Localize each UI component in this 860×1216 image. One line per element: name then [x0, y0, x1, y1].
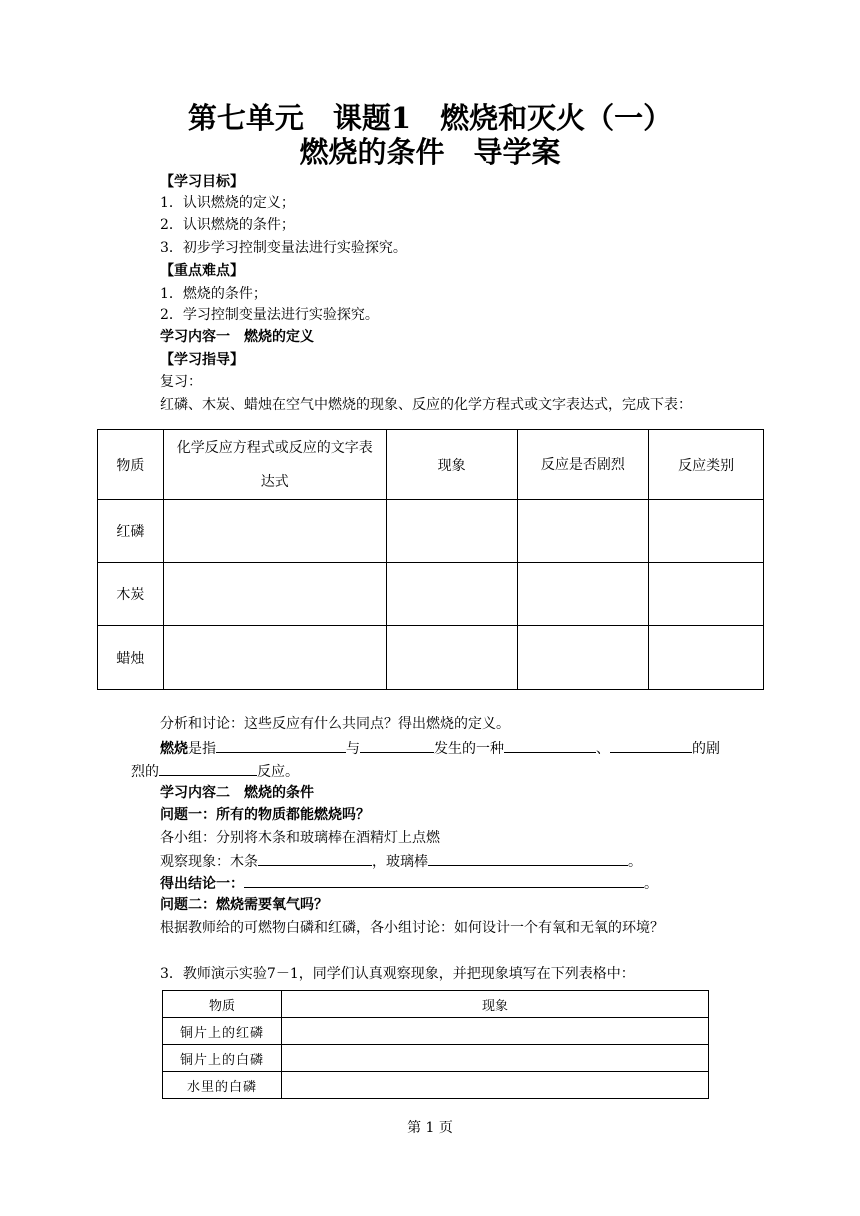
table2-row-label: 水里的白磷: [163, 1072, 282, 1099]
content2-heading: 学习内容二 燃烧的条件: [160, 785, 314, 801]
table-row: [163, 1072, 709, 1099]
table2-cell[interactable]: [282, 1018, 709, 1045]
goal-item: 3．初步学习控制变量法进行实验探究。: [160, 240, 407, 256]
keypoint-item: 2．学习控制变量法进行实验探究。: [160, 307, 379, 323]
table1-cell[interactable]: [386, 626, 517, 690]
conclusion-line: 得出结论一： 。: [160, 873, 658, 894]
discussion-text: 根据教师给的可燃物白磷和红磷，各小组讨论：如何设计一个有氧和无氧的环境？: [160, 920, 664, 936]
table1-header: 反应类别: [649, 430, 764, 500]
table2: [162, 990, 709, 1099]
content1-heading: 学习内容一 燃烧的定义: [160, 329, 314, 345]
definition-term: 燃烧: [160, 741, 188, 757]
table2-cell[interactable]: [282, 1045, 709, 1072]
table1-cell[interactable]: [163, 500, 386, 563]
table-row: [163, 1018, 709, 1045]
table1-cell[interactable]: [517, 500, 649, 563]
table1-cell[interactable]: [649, 563, 764, 626]
fill-blank[interactable]: [244, 873, 644, 888]
observation-line: 观察现象：木条 ，玻璃棒 。: [160, 851, 642, 872]
fill-blank[interactable]: [504, 738, 596, 753]
table2-cell[interactable]: [282, 1072, 709, 1099]
table1-cell[interactable]: [163, 626, 386, 690]
fill-blank[interactable]: [610, 738, 692, 753]
table1-header: 现象: [386, 430, 517, 500]
page-title-line2: 燃烧的条件 导学案: [299, 135, 561, 169]
table1-row-label: 木炭: [98, 563, 164, 626]
table1-header: 化学反应方程式或反应的文字表达式: [163, 430, 386, 500]
table1-row-label: 蜡烛: [98, 626, 164, 690]
table1-cell[interactable]: [386, 563, 517, 626]
table1-header: 反应是否剧烈: [517, 430, 649, 500]
table-row: [98, 500, 764, 563]
table1-cell[interactable]: [649, 626, 764, 690]
table1-cell[interactable]: [163, 563, 386, 626]
goal-item: 1．认识燃烧的定义；: [160, 195, 295, 211]
table2-header: 物质: [163, 991, 282, 1018]
guide-heading: 【学习指导】: [160, 352, 244, 368]
table1-cell[interactable]: [386, 500, 517, 563]
fill-blank[interactable]: [428, 851, 628, 866]
table-row: [163, 1045, 709, 1072]
fill-blank[interactable]: [216, 738, 346, 753]
table2-header: 现象: [282, 991, 709, 1018]
table1-cell[interactable]: [517, 563, 649, 626]
table-row: [98, 563, 764, 626]
keypoints-heading: 【重点难点】: [160, 263, 244, 279]
goal-item: 2．认识燃烧的条件；: [160, 217, 295, 233]
fill-blank[interactable]: [258, 851, 372, 866]
review-label: 复习：: [160, 374, 202, 390]
demo-instruction: 3．教师演示实验7－1，同学们认真观察现象，并把现象填写在下列表格中：: [160, 966, 635, 982]
table1-instruction: 红磷、木炭、蜡烛在空气中燃烧的现象、反应的化学方程式或文字表达式，完成下表：: [160, 397, 692, 413]
question-2: 问题二：燃烧需要氧气吗？: [160, 897, 328, 913]
table1-row-label: 红磷: [98, 500, 164, 563]
question-1: 问题一：所有的物质都能燃烧吗？: [160, 807, 370, 823]
analysis-text: 分析和讨论：这些反应有什么共同点？得出燃烧的定义。: [160, 716, 510, 732]
keypoint-item: 1．燃烧的条件；: [160, 286, 267, 302]
table1-header: 物质: [98, 430, 164, 500]
fill-blank[interactable]: [360, 738, 434, 753]
group-instruction: 各小组：分别将木条和玻璃棒在酒精灯上点燃: [160, 830, 440, 846]
page-title-line1: 第七单元 课题1 燃烧和灭火（一）: [187, 101, 673, 135]
fill-blank[interactable]: [159, 761, 257, 776]
table1-cell[interactable]: [649, 500, 764, 563]
definition-line-2: 烈的 反应。: [131, 761, 299, 782]
table1: [97, 429, 764, 690]
table-row: [98, 626, 764, 690]
table2-row-label: 铜片上的白磷: [163, 1045, 282, 1072]
table2-row-label: 铜片上的红磷: [163, 1018, 282, 1045]
table1-cell[interactable]: [517, 626, 649, 690]
goals-heading: 【学习目标】: [160, 174, 244, 190]
page-number: 第 1 页: [407, 1120, 453, 1136]
definition-line: 燃烧是指 与 发生的一种 、 的剧: [160, 738, 720, 759]
